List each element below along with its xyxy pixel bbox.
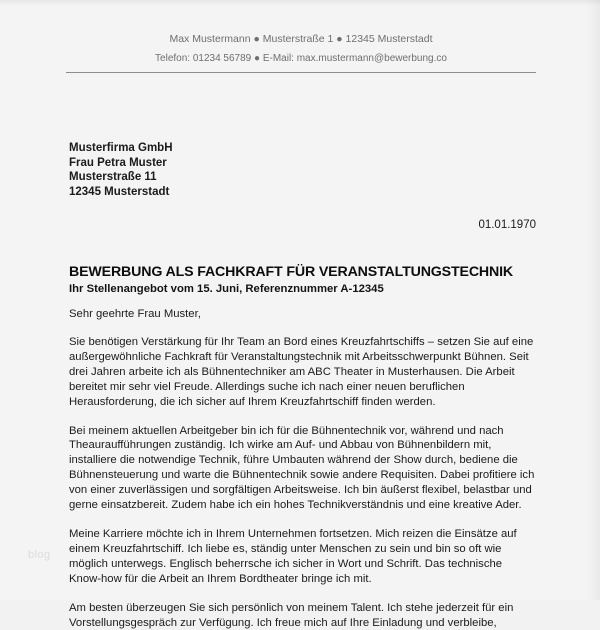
recipient-person: Frau Petra Muster [69, 156, 167, 169]
letterhead-sender-line: Max Mustermann ● Musterstraße 1 ● 12345 Musterstadt [169, 33, 433, 45]
letterhead-contact-line: Telefon: 01234 56789 ● E-Mail: max.mustermann@bewerbung.co [155, 53, 447, 64]
body-paragraph: Meine Karriere möchte ich in Ihrem Unternehmen fortsetzen. Mich reizen die Einsätze auf einem Kreuzfahrtschiff. Ich liebe es, ständig unter Menschen zu sein und bin so oft wie möglich unterwegs. Englisch beherrsche ich sicher in Wort und Schrift. Das technische Know-how für die Arbeit an Ihrem Bordtheater bringe ich mit. [69, 527, 517, 585]
subject-reference: Ihr Stellenangebot vom 15. Juni, Referenznummer A-12345 [69, 283, 384, 295]
letterhead [66, 30, 536, 68]
recipient-street: Musterstraße 11 [69, 171, 157, 184]
page-top-shadow [0, 0, 600, 6]
salutation: Sehr geehrte Frau Muster, [69, 308, 201, 320]
body-paragraph: Bei meinem aktuellen Arbeitgeber bin ich für die Bühnentechnik vor, während und nach Theauraufführungen zuständig. Ich wirke am Auf- und Abbau von Bühnenbildern mit, installiere die notwendige Technik, führe Umbauten während der Show durch, bediene die Bühnensteuerung und warte die Bühnentechnik sowie andere Requisiten. Dabei profitiere ich von einer zuverlässigen und sorgfältigen Arbeitsweise. Ich bin äußerst flexibel, belastbar und gerne einsatzbereit. Zudem habe ich ein hohes Technikverständnis und eine kreative Ader. [69, 424, 535, 512]
page-right-shadow [586, 0, 600, 600]
blog-watermark: blog [28, 549, 51, 561]
recipient-address-block [69, 141, 173, 199]
subject-title: BEWERBUNG ALS FACHKRAFT FÜR VERANSTALTUNGSTECHNIK [69, 264, 514, 280]
recipient-city: 12345 Musterstadt [69, 185, 170, 198]
letterhead-divider [66, 72, 536, 73]
recipient-company: Musterfirma GmbH [69, 142, 173, 154]
subject-block [69, 263, 539, 297]
letter-body [69, 335, 537, 630]
letter-date: 01.01.1970 [478, 219, 536, 231]
body-paragraph: Sie benötigen Verstärkung für Ihr Team an Bord eines Kreuzfahrtschiffs – setzen Sie auf eine außergewöhnliche Fachkraft für Veranstaltungstechnik mit Arbeitsschwerpunkt Bühnen. Seit drei Jahren arbeite ich als Bühnentechniker am ABC Theater in Musterhausen. Die Arbeit bereitet mir sehr viel Freude. Allerdings suche ich nach einer neuen beruflichen Herausforderung, die ich sicher auf Ihrem Kreuzfahrtschiff finden werden. [69, 336, 534, 408]
body-paragraph: Am besten überzeugen Sie sich persönlich von meinem Talent. Ich stehe jederzeit für ein Vorstellungsgespräch zur Verfügung. Ich freue mich auf Ihre Einladung und verbleibe, [69, 601, 514, 629]
